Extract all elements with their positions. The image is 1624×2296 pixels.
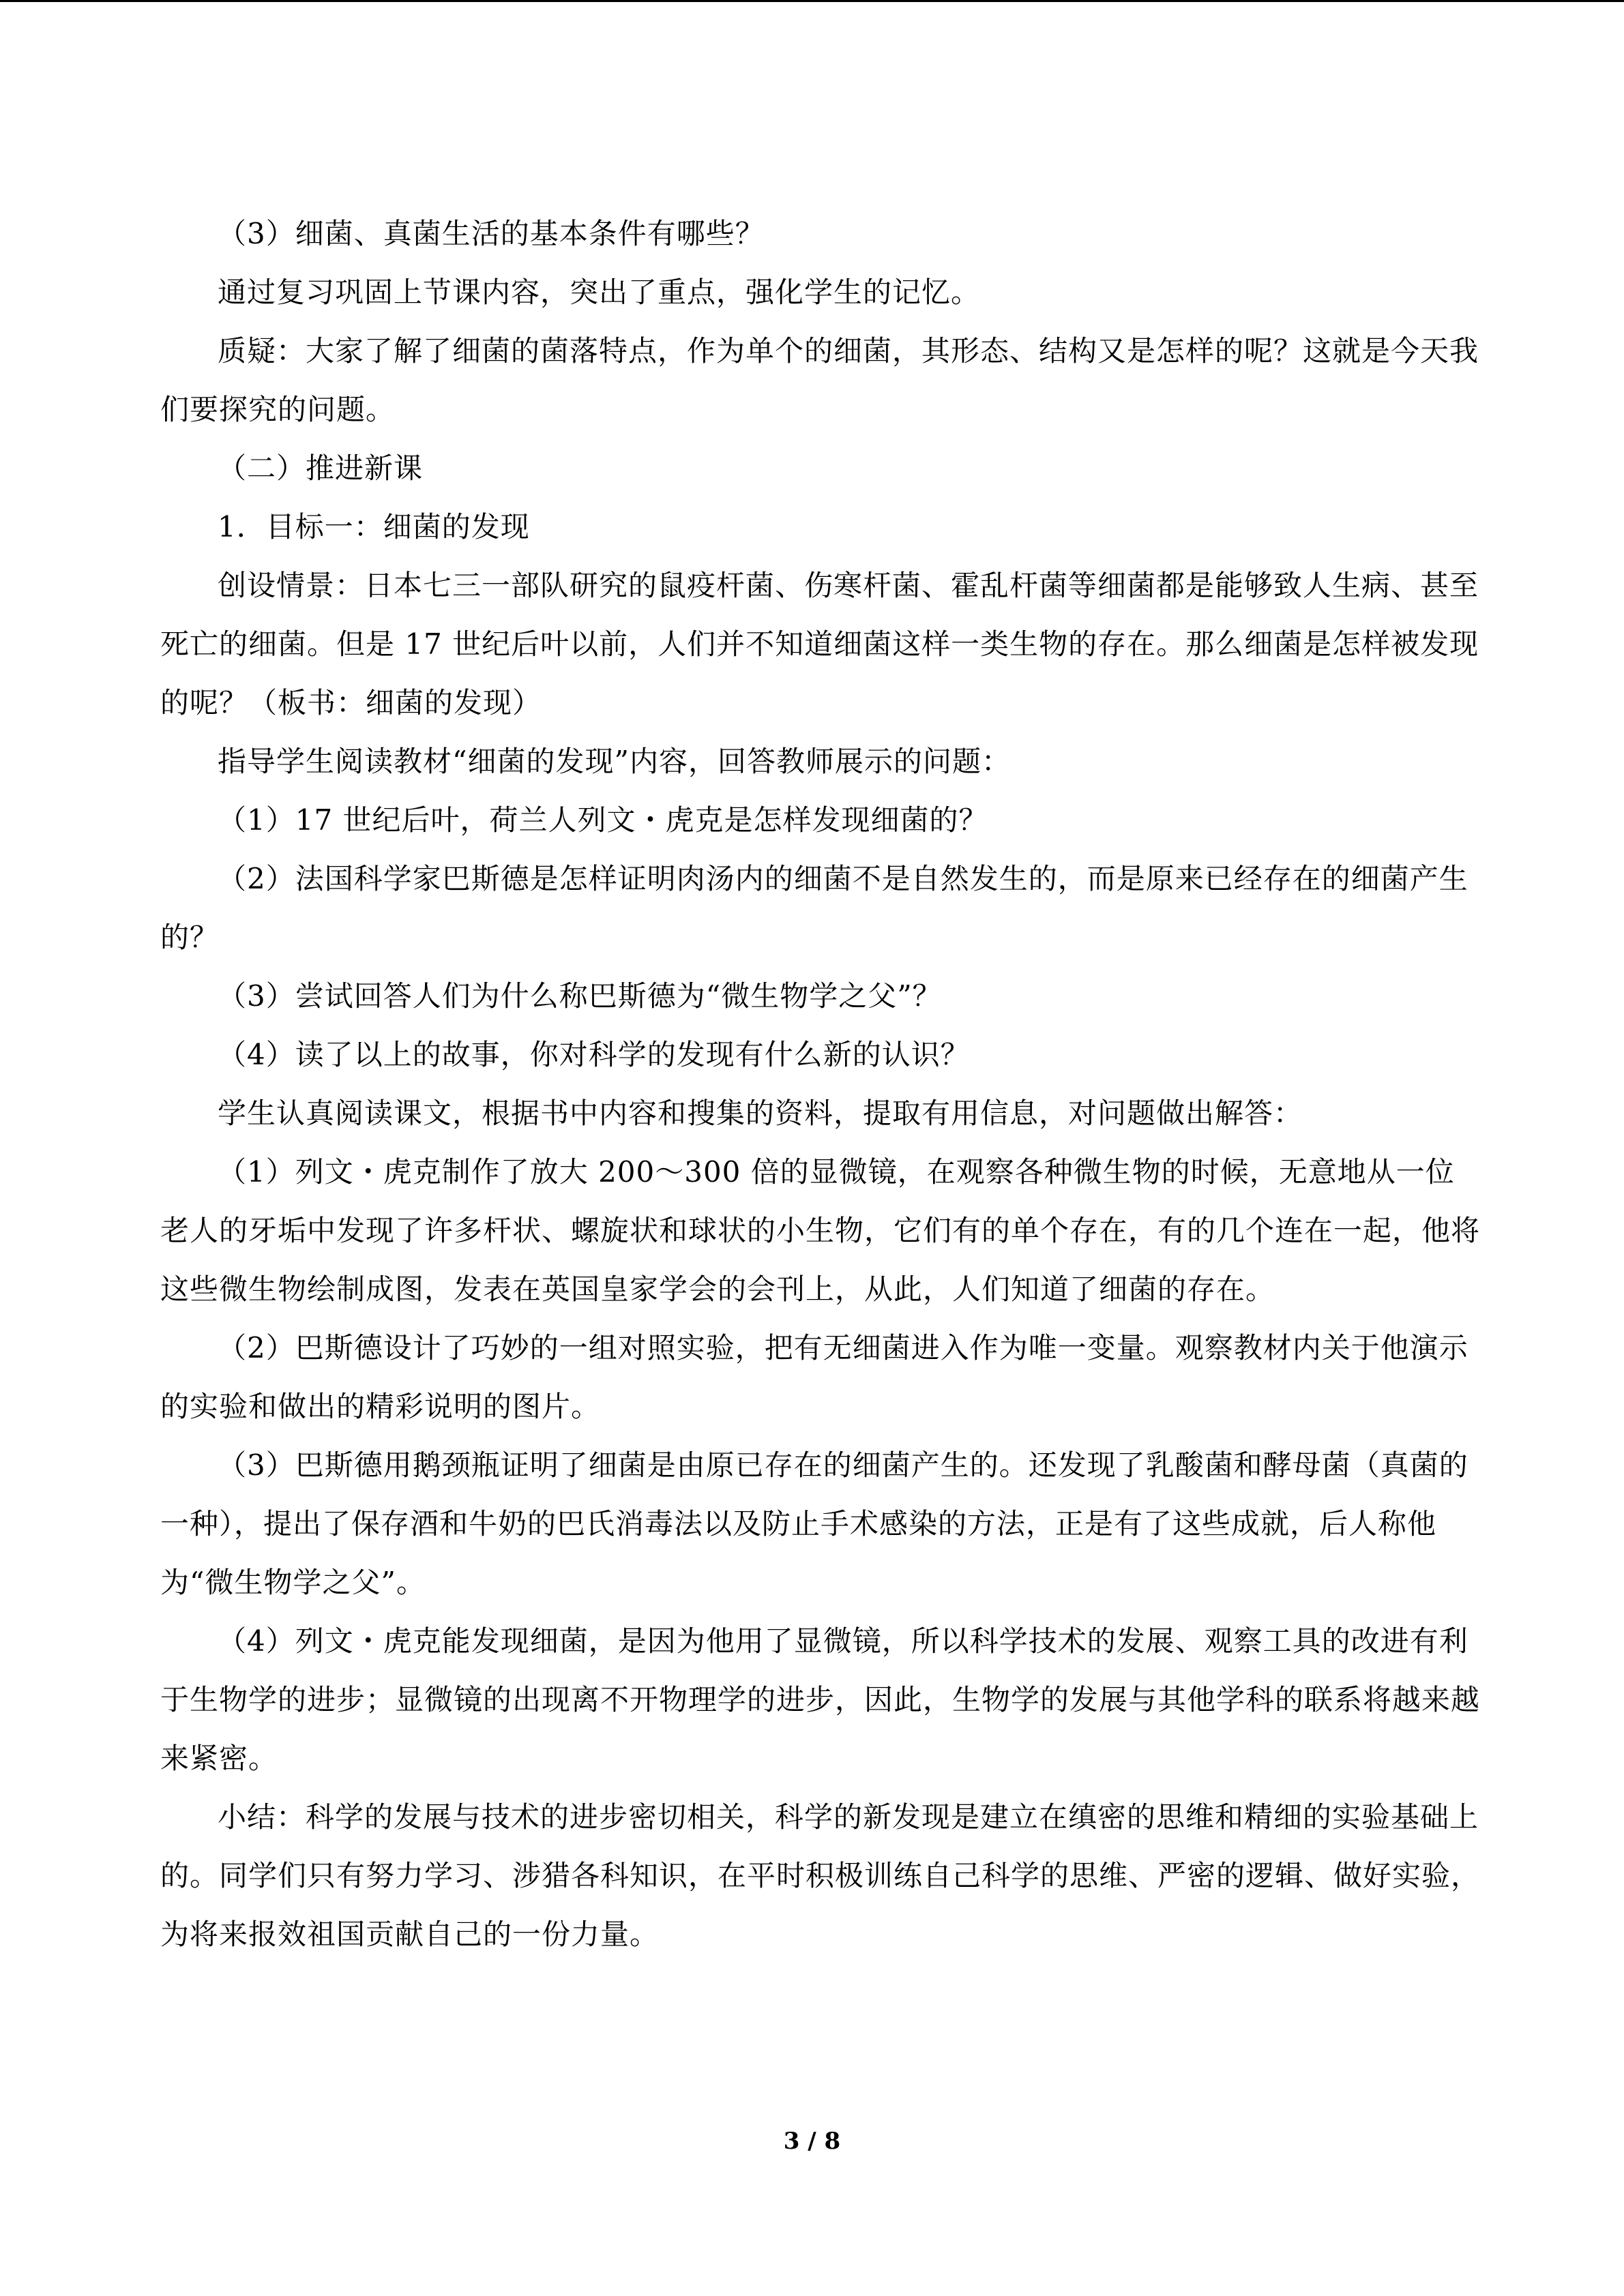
question-item-1: （1）17 世纪后叶，荷兰人列文・虎克是怎样发现细菌的？ [218, 803, 988, 837]
page-top-border [0, 0, 1624, 2]
answer-item-3: （3）巴斯德用鹅颈瓶证明了细菌是由原已存在的细菌产生的。还发现了乳酸菌和酵母菌（真菌的一种），提出了保存酒和牛奶的巴氏消毒法以及防止手术感染的方法，正是有了这些成就，后人称他为“微生物学之父”。 [160, 1448, 1468, 1599]
paragraph-summary: 小结：科学的发展与技术的进步密切相关，科学的新发现是建立在缜密的思维和精细的实验基础上的。同学们只有努力学习、涉猎各科知识，在平时积极训练自己科学的思维、严密的逻辑、做好实验，为将来报效祖国贡献自己的一份力量。 [160, 1800, 1481, 1951]
question-item-3: （3）尝试回答人们为什么称巴斯德为“微生物学之父”？ [218, 979, 942, 1013]
paragraph-query: 质疑：大家了解了细菌的菌落特点，作为单个的细菌，其形态、结构又是怎样的呢？这就是今天我们要探究的问题。 [160, 334, 1479, 426]
answer-item-1: （1）列文・虎克制作了放大 200～300 倍的显微镜，在观察各种微生物的时候，无意地从一位老人的牙垢中发现了许多杆状、螺旋状和球状的小生物，它们有的单个存在，有的几个连在一起，他将这些微生物绘制成图，发表在英国皇家学会的会刊上，从此，人们知道了细菌的存在。 [160, 1155, 1481, 1306]
goal-heading-bacteria-discovery: 1．目标一：细菌的发现 [218, 510, 530, 543]
answer-item-2: （2）巴斯德设计了巧妙的一组对照实验，把有无细菌进入作为唯一变量。观察教材内关于他演示的实验和做出的精彩说明的图片。 [160, 1331, 1468, 1423]
paragraph-review: 通过复习巩固上节课内容，突出了重点，强化学生的记忆。 [218, 275, 981, 309]
question-item-4: （4）读了以上的故事，你对科学的发现有什么新的认识？ [218, 1038, 970, 1071]
section-heading-new-lesson: （二）推进新课 [218, 451, 424, 485]
paragraph-student-reading: 学生认真阅读课文，根据书中内容和搜集的资料，提取有用信息，对问题做出解答： [218, 1097, 1303, 1130]
paragraph-scenario: 创设情景：日本七三一部队研究的鼠疫杆菌、伤寒杆菌、霍乱杆菌等细菌都是能够致人生病、甚至死亡的细菌。但是 17 世纪后叶以前，人们并不知道细菌这样一类生物的存在。那么细菌是怎样被发现的呢？（板书：细菌的发现） [160, 569, 1479, 719]
document-body [160, 205, 1483, 1964]
paragraph-question-3: （3）细菌、真菌生活的基本条件有哪些？ [218, 217, 765, 250]
paragraph-reading-guide: 指导学生阅读教材“细菌的发现”内容，回答教师展示的问题： [218, 745, 1011, 778]
answer-item-4: （4）列文・虎克能发现细菌，是因为他用了显微镜，所以科学技术的发展、观察工具的改进有利于生物学的进步；显微镜的出现离不开物理学的进步，因此，生物学的发展与其他学科的联系将越来越来紧密。 [160, 1624, 1481, 1775]
question-item-2: （2）法国科学家巴斯德是怎样证明肉汤内的细菌不是自然发生的，而是原来已经存在的细菌产生的？ [160, 862, 1468, 954]
page-number: 3 / 8 [783, 2128, 841, 2155]
